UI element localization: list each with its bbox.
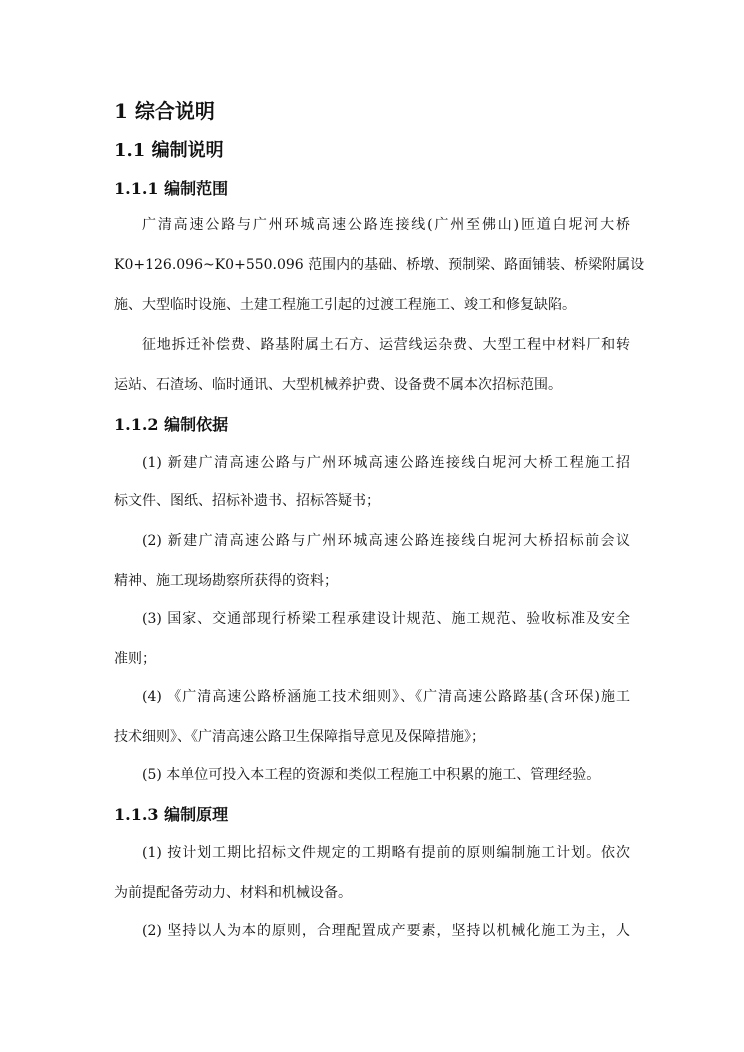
paragraph-line: 广清高速公路与广州环城高速公路连接线(广州至佛山)匝道白坭河大桥 (142, 217, 630, 233)
list-item-line: 技术细则》、《广清高速公路卫生保障指导意见及保障措施》； (114, 729, 485, 745)
heading-compilation-principle: 1.1.3 编制原理 (114, 805, 229, 824)
list-item-line: (2) 坚持以人为本的原则，合理配置成产要素，坚持以机械化施工为主，人 (142, 923, 630, 939)
list-item-line: 为前提配备劳动力、材料和机械设备。 (114, 885, 352, 901)
paragraph-line: 征地拆迁补偿费、路基附属土石方、运营线运杂费、大型工程中材料厂和转 (142, 337, 630, 353)
list-item-line: (4) 《广清高速公路桥涵施工技术细则》、《广清高速公路路基(含环保)施工 (142, 689, 630, 705)
list-item-line: (3) 国家、交通部现行桥梁工程承建设计规范、施工规范、验收标准及安全 (142, 611, 630, 627)
list-item-line: (1) 新建广清高速公路与广州环城高速公路连接线白坭河大桥工程施工招 (142, 455, 630, 471)
paragraph-line: K0+126.096~K0+550.096 范围内的基础、桥墩、预制梁、路面铺装、桥梁附属设 (114, 257, 645, 273)
list-item-line: 精神、施工现场勘察所获得的资料； (114, 573, 338, 589)
paragraph-line: 施、大型临时设施、土建工程施工引起的过渡工程施工、竣工和修复缺陷。 (114, 297, 576, 313)
list-item-line: 准则； (114, 651, 156, 667)
list-item-line: 标文件、图纸、招标补遗书、招标答疑书； (114, 493, 380, 509)
paragraph-line: 运站、石渣场、临时通讯、大型机械养护费、设备费不属本次招标范围。 (114, 377, 562, 393)
list-item-line: (5) 本单位可投入本工程的资源和类似工程施工中积累的施工、管理经验。 (142, 767, 601, 783)
list-item-line: (1) 按计划工期比招标文件规定的工期略有提前的原则编制施工计划。依次 (142, 845, 630, 861)
heading-comprehensive-description: 1 综合说明 (114, 99, 215, 123)
heading-compilation-basis: 1.1.2 编制依据 (114, 415, 229, 434)
heading-compilation-description: 1.1 编制说明 (114, 140, 224, 161)
list-item-line: (2) 新建广清高速公路与广州环城高速公路连接线白坭河大桥招标前会议 (142, 533, 630, 549)
heading-compilation-scope: 1.1.1 编制范围 (114, 179, 229, 198)
